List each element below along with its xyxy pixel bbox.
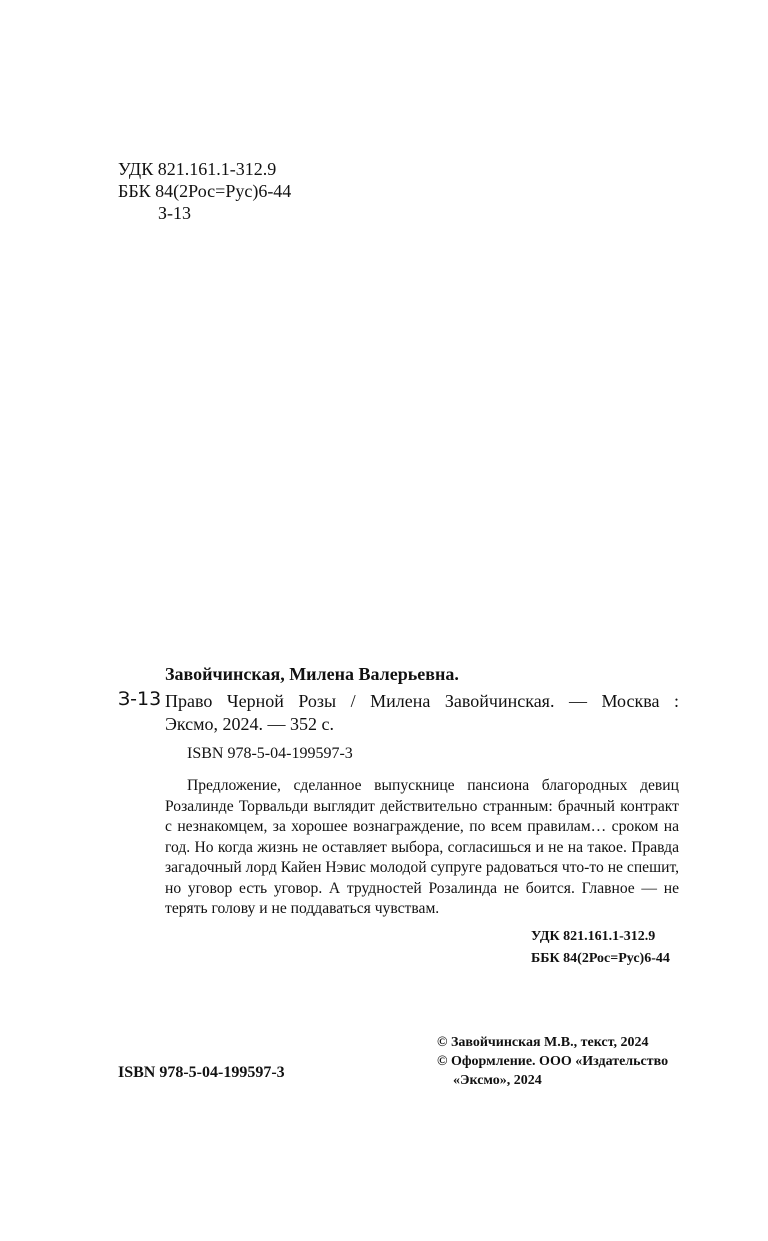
- copyright-design-cont: «Эксмо», 2024: [453, 1073, 542, 1088]
- catalog-marker: З-13: [118, 688, 162, 710]
- author-mark-top: З-13: [158, 203, 192, 223]
- catalog-isbn: ISBN 978-5-04-199597-3: [187, 745, 353, 762]
- bbk-code-top: ББК 84(2Рос=Рус)6-44: [118, 181, 292, 201]
- copyright-block: [437, 1033, 668, 1090]
- catalog-bbk: ББК 84(2Рос=Рус)6-44: [531, 951, 670, 966]
- catalog-title-line1: Право Черной Розы / Милена Завойчинская. — Москва :: [165, 691, 679, 711]
- catalog-title-line2: Эксмо, 2024. — 352 с.: [165, 714, 335, 734]
- udk-code-top: УДК 821.161.1-312.9: [118, 159, 277, 179]
- catalog-title: [165, 690, 679, 736]
- catalog-udk: УДК 821.161.1-312.9: [531, 929, 656, 944]
- copyright-design: © Оформление. ООО «Издательство: [437, 1054, 669, 1069]
- annotation-text: Предложение, сделанное выпускнице пансиона благородных девиц Розалинде Торвальди выглядит действительно странным: брачный контракт с незнакомцем, за хорошее вознаграждение, по всем правилам… сроком на год. Но когда жизнь не оставляет выбора, согласишься и не на такое. Правда загадочный лорд Кайен Нэвис молодой супруге радоваться что-то не спешит, но уговор есть уговор. А трудностей Розалинда не боится. Главное — не терять голову и не поддаваться чувствам.: [165, 777, 679, 917]
- catalog-codes: [531, 926, 670, 970]
- catalog-author: Завойчинская, Милена Валерьевна.: [165, 664, 459, 684]
- isbn-bottom: ISBN 978-5-04-199597-3: [118, 1064, 285, 1081]
- copyright-text: © Завойчинская М.В., текст, 2024: [437, 1035, 649, 1050]
